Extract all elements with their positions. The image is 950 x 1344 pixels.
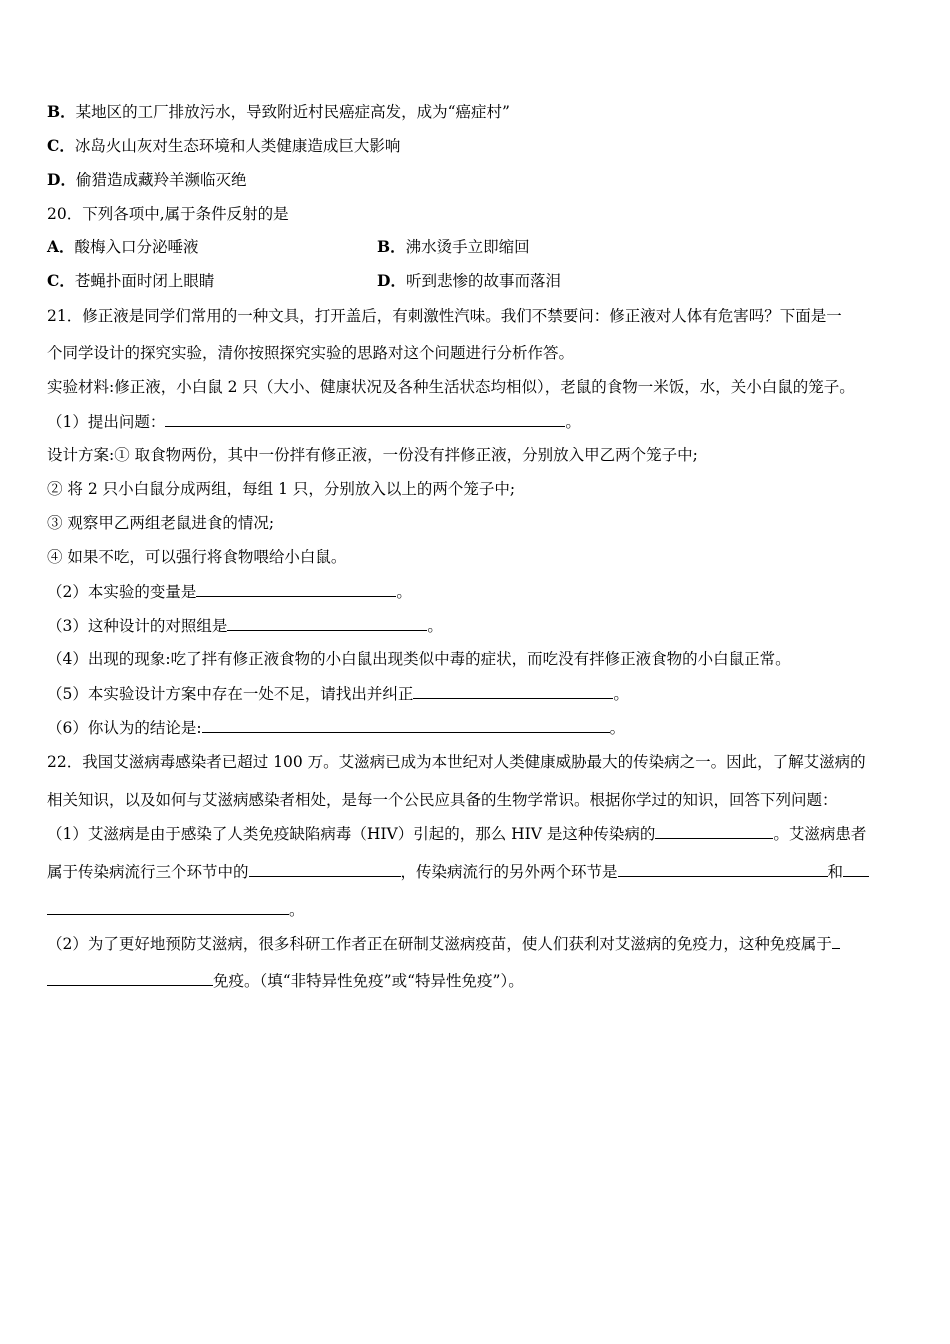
- q21-materials: 实验材料:修正液，小白鼠 2 只（大小、健康状况及各种生活状态均相似），老鼠的食物一米饭，水，关小白鼠的笼子。: [47, 378, 855, 396]
- part-text: 免疫。（填“非特异性免疫”或“特异性免疫”）。: [213, 972, 524, 990]
- answer-blank[interactable]: [249, 861, 401, 877]
- part-end: 。: [565, 413, 581, 431]
- part-text: 和: [827, 863, 844, 881]
- part-label: （1）提出问题：: [47, 413, 166, 431]
- option-letter: C．: [47, 136, 75, 155]
- q22-part1-line2: [47, 861, 920, 882]
- q19-option-b: [47, 102, 920, 122]
- answer-blank[interactable]: [165, 411, 565, 427]
- q22-stem-line2: 相关知识，以及如何与艾滋病感染者相处，是每一个公民应具备的生物学常识。根据你学过的知识，回答下列问题：: [47, 791, 838, 809]
- q19-option-d: [47, 170, 920, 190]
- part-text: （2）为了更好地预防艾滋病，很多科研工作者正在研制艾滋病疫苗，使人们获利对艾滋病的免疫力，这种免疫属于: [47, 935, 832, 953]
- part-label: （2）本实验的变量是: [47, 583, 197, 601]
- option-text: 某地区的工厂排放污水，导致附近村民癌症高发，成为“癌症村”: [75, 103, 510, 121]
- part-end: 。: [396, 583, 412, 601]
- q21-stem-line1: 21．修正液是同学们常用的一种文具，打开盖后，有刺激性汽味。我们不禁要问：修正液对人体有危害吗？下面是一: [47, 307, 842, 325]
- q21-design-step3: ③ 观察甲乙两组老鼠进食的情况;: [47, 514, 275, 532]
- answer-blank[interactable]: [47, 899, 289, 915]
- part-label: （5）本实验设计方案中存在一处不足，请找出并纠正: [47, 685, 414, 703]
- q21-part2: [47, 581, 920, 602]
- option-text: 冰岛火山灰对生态环境和人类健康造成巨大影响: [74, 137, 401, 155]
- answer-blank[interactable]: [196, 581, 396, 597]
- option-letter: B．: [47, 102, 76, 121]
- q22-part1-line1: [47, 823, 920, 844]
- part-end: 。: [613, 685, 629, 703]
- q21-design-step4: ④ 如果不吃，可以强行将食物喂给小白鼠。: [47, 548, 347, 566]
- answer-blank[interactable]: [618, 861, 828, 877]
- q21-stem-line2: 个同学设计的探究实验，清你按照探究实验的思路对这个问题进行分析作答。: [47, 344, 575, 362]
- answer-blank[interactable]: [843, 861, 869, 877]
- option-text: 沸水烫手立即缩回: [405, 238, 530, 256]
- q20-option-c: [47, 272, 214, 290]
- q20-stem: 20．下列各项中,属于条件反射的是: [47, 205, 289, 223]
- q21-design-step2: ② 将 2 只小白鼠分成两组，每组 1 只，分别放入以上的两个笼子中;: [47, 480, 516, 498]
- option-letter: B．: [377, 237, 406, 256]
- part-end: 。: [427, 617, 443, 635]
- part-text: （1）艾滋病是由于感染了人类免疫缺陷病毒（HIV）引起的，那么 HIV 是这种传染病的: [47, 825, 656, 843]
- option-letter: A．: [47, 237, 75, 256]
- q21-part3: [47, 615, 920, 636]
- answer-blank[interactable]: [832, 933, 840, 949]
- q22-part1-line3: [47, 899, 920, 920]
- q20-option-d: [377, 271, 561, 291]
- q20-option-b: [377, 237, 530, 257]
- option-letter: C．: [47, 271, 75, 290]
- answer-blank[interactable]: [655, 823, 773, 839]
- part-label: （6）你认为的结论是:: [47, 719, 202, 737]
- answer-blank[interactable]: [413, 683, 613, 699]
- option-letter: D．: [377, 271, 406, 290]
- q20-options-row2: [47, 271, 920, 291]
- q22-part2-line1: [47, 933, 920, 954]
- q19-option-c: [47, 136, 920, 156]
- option-text: 听到悲惨的故事而落泪: [405, 272, 561, 290]
- q21-part6: [47, 717, 920, 738]
- q22-part2-line2: [47, 970, 920, 991]
- option-text: 苍蝇扑面时闭上眼睛: [74, 272, 215, 290]
- q22-stem-line1: 22．我国艾滋病毒感染者已超过 100 万。艾滋病已成为本世纪对人类健康威胁最大的传染病之一。因此，了解艾滋病的: [47, 753, 866, 771]
- part-end: 。: [609, 719, 626, 737]
- answer-blank[interactable]: [47, 970, 213, 986]
- answer-blank[interactable]: [202, 717, 610, 733]
- part-label: （3）这种设计的对照组是: [47, 617, 228, 635]
- part-text: 属于传染病流行三个环节中的: [47, 863, 249, 881]
- q21-design-step1: 设计方案:① 取食物两份，其中一份拌有修正液，一份没有拌修正液，分别放入甲乙两个笼子中;: [47, 446, 698, 464]
- part-end: 。: [289, 901, 305, 919]
- option-text: 偷猎造成藏羚羊濒临灭绝: [75, 171, 247, 189]
- q20-options-row1: [47, 237, 920, 257]
- q20-option-a: [47, 238, 199, 256]
- option-text: 酸梅入口分泌唾液: [74, 238, 199, 256]
- part-text: ，传染病流行的另外两个环节是: [400, 863, 618, 881]
- option-letter: D．: [47, 170, 76, 189]
- part-text: 。艾滋病患者: [773, 825, 867, 843]
- q21-part5: [47, 683, 920, 704]
- answer-blank[interactable]: [227, 615, 427, 631]
- q21-part1: [47, 411, 920, 432]
- q21-part4: （4）出现的现象:吃了拌有修正液食物的小白鼠出现类似中毒的症状，而吃没有拌修正液食物的小白鼠正常。: [47, 650, 791, 668]
